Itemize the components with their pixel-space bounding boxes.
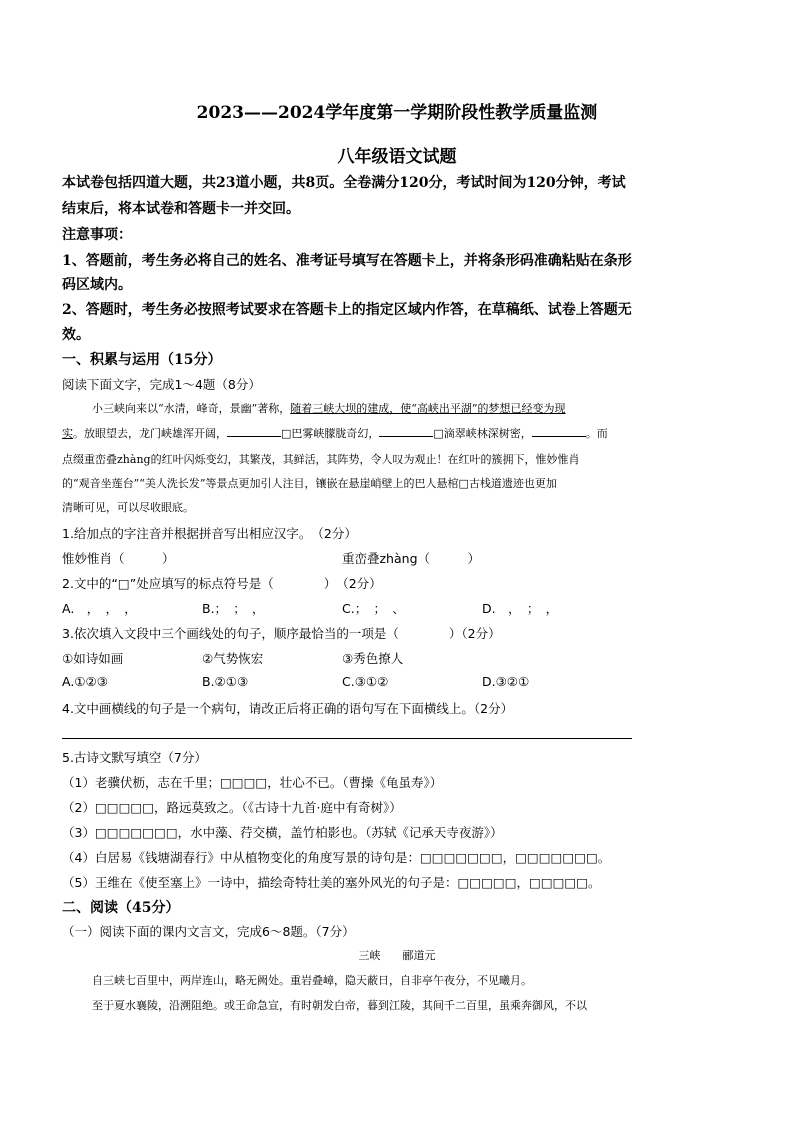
- section-2-heading: 二、阅读（45分）: [62, 900, 180, 916]
- passage-line-4: 的“观音坐莲台”“美人洗长发”等景点更加引人注目，镶嵌在悬崖峭壁上的巴人悬棺□古栈道遗迹也更加: [62, 477, 557, 490]
- text-line-1: 自三峡七百里中，两岸连山，略无阙处。重岩叠嶂，隐天蔽日，自非亭午夜分，不见曦月。: [92, 974, 532, 987]
- passage-line-2: [62, 425, 742, 441]
- q3-item-3: ③秀色撩人: [342, 651, 404, 666]
- text-title: 三峡 郦道元: [358, 949, 436, 962]
- question-5-1: （1）老骥伏枥，志在千里；□□□□，壮心不已。（曹操《龟虽寿》）: [62, 775, 443, 790]
- section-2-lead: （一）阅读下面的课内文言文，完成6～8题。（7分）: [62, 924, 355, 939]
- intro-line-2: 结束后，将本试卷和答题卡一并交回。: [62, 201, 300, 217]
- notice-title: 注意事项：: [62, 227, 132, 243]
- notice-2a: 2、答题时，考生务必按照考试要求在答题卡上的指定区域内作答，在草稿纸、试卷上答题无: [62, 302, 632, 318]
- exam-title: 2023——2024学年度第一学期阶段性教学质量监测: [196, 103, 598, 123]
- passage-2-text-c: □滴翠峡林深树密，: [433, 427, 532, 440]
- text-line-2: 至于夏水襄陵，沿溯阻绝。或王命急宣，有时朝发白帝，暮到江陵，其间千二百里，虽乘奔御风，不以: [92, 999, 587, 1012]
- passage-2-underlined: 实: [62, 427, 73, 440]
- question-4: 4.文中画横线的句子是一个病句，请改正后将正确的语句写在下面横线上。（2分）: [62, 701, 514, 716]
- q3-option-a: A.①②③: [62, 674, 108, 689]
- question-1-item-b: 重峦叠zhàng（ ）: [342, 551, 481, 566]
- question-1: 1.给加点的字注音并根据拼音写出相应汉字。 （2分）: [62, 526, 357, 541]
- passage-line-1: [92, 400, 742, 416]
- blank-3: [532, 436, 586, 437]
- passage-line-3: 点缀重峦叠zhàng的红叶闪烁变幻，其繁茂，其鲜活，其阵势，令人叹为观止！在红叶的簇拥下，惟妙惟肖: [62, 453, 580, 466]
- question-2: 2.文中的“□”处应填写的标点符号是（ ） （2分）: [62, 576, 382, 591]
- q2-option-b: B.； ； ，: [202, 601, 265, 616]
- passage-2-text-b: □巴雾峡朦胧奇幻，: [281, 427, 380, 440]
- exam-subtitle: 八年级语文试题: [337, 147, 457, 167]
- q3-option-b: B.②①③: [202, 674, 249, 689]
- question-5-2: （2）□□□□□，路远莫致之。（《古诗十九首·庭中有奇树》）: [62, 800, 402, 815]
- blank-2: [379, 436, 433, 437]
- passage-2-text-a: 。放眼望去，龙门峡雄浑开阔，: [73, 427, 227, 440]
- q3-item-1: ①如诗如画: [62, 651, 124, 666]
- question-1-item-a: 惟妙惟肖（ ）: [62, 551, 175, 566]
- q2-option-d: D. ， ； ，: [482, 601, 559, 616]
- question-5-5: （5）王维在《使至塞上》一诗中，描绘奇特壮美的塞外风光的句子是：□□□□□，□□□□□。: [62, 875, 601, 890]
- passage-1-text: 小三峡向来以“水清，峰奇，景幽”著称，: [92, 402, 291, 415]
- passage-1-underlined: 随着三峡大坝的建成，使“高峡出平湖”的梦想已经变为现: [290, 402, 566, 415]
- answer-line: [62, 738, 632, 739]
- q2-option-c: C.； ； 、: [342, 601, 405, 616]
- intro-line-1: 本试卷包括四道大题，共23道小题，共8页。全卷满分120分，考试时间为120分钟，考试: [62, 175, 626, 191]
- passage-line-5: 清晰可见，可以尽收眼底。: [62, 501, 194, 514]
- q3-option-d: D.③②①: [482, 674, 530, 689]
- q3-option-c: C.③①②: [342, 674, 389, 689]
- notice-1a: 1、答题前，考生务必将自己的姓名、准考证号填写在答题卡上，并将条形码准确粘贴在条形: [62, 253, 632, 269]
- section-1-lead: 阅读下面文字，完成1～4题（8分）: [62, 377, 261, 392]
- question-3: 3.依次填入文段中三个画线处的句子，顺序最恰当的一项是（ ）（2分）: [62, 626, 501, 641]
- question-5-4: （4）白居易《钱塘湖春行》中从植物变化的角度写景的诗句是：□□□□□□□，□□□□□□□。: [62, 850, 611, 865]
- section-1-heading: 一、积累与运用（15分）: [62, 352, 222, 368]
- notice-1b: 码区域内。: [62, 277, 132, 293]
- question-5: 5.古诗文默写填空（7分）: [62, 750, 207, 765]
- notice-2b: 效。: [62, 327, 90, 343]
- question-5-3: （3）□□□□□□□，水中藻、荇交横，盖竹柏影也。（苏轼《记承天寺夜游》）: [62, 825, 503, 840]
- passage-2-text-d: 。而: [585, 427, 608, 440]
- blank-1: [227, 436, 281, 437]
- q2-option-a: A. ， ， ，: [62, 601, 137, 616]
- q3-item-2: ②气势恢宏: [202, 651, 264, 666]
